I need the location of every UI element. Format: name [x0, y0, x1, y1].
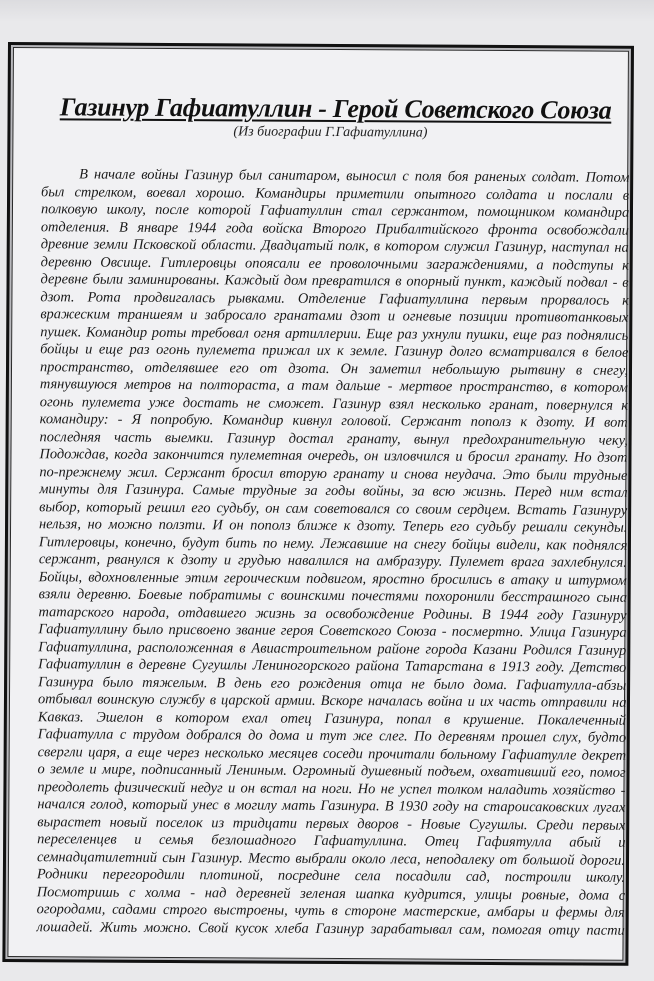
text-line: командиру: - Я попробую. Командир кивнул головой. Сержант пополз к дзоту. И вот	[39, 411, 628, 431]
text-line: взяли деревню. Боевые побратимы с воинскими почестями похоронили бесстрашного сына	[38, 586, 627, 606]
text-line: отбывал воинскую службу в царской армии. Вскоре началась война и их часть отправили на	[37, 691, 627, 711]
text-line: о земле и мире, подписанный Лениным. Огромный душевный подъем, охвативший его, помог	[37, 761, 626, 781]
text-line: нельзя, но можно ползти. И он пополз ближе к дзоту. Теперь его судьбу решали секунды.	[39, 516, 628, 536]
text-line: огородами, садами строго выстроены, чуть в стороне мастерские, амбары и фермы для	[36, 901, 625, 921]
document-frame	[2, 42, 634, 966]
text-line: последняя часть выемки. Газинур достал гранату, вынул предохранительную чеку,	[39, 428, 628, 449]
text-line: татарского народа, отдавшего жизнь за освобождение Родины. В 1944 году Газинуру	[38, 603, 627, 624]
text-line: Посмотришь с холма - над деревней зеленая шапка кудрится, улицы ровные, дома с	[36, 883, 626, 904]
text-line: Родники перегородили плотиной, посредине села посадили сад, построили школу.	[36, 866, 626, 886]
text-line: минуты для Газинура. Самые трудные за годы войны, за всю жизнь. Перед ним встал	[39, 481, 628, 501]
text-line: Гитлеровцы, конечно, будут бить по нему. Лежавшие на снегу бойцы видели, как поднялся	[38, 533, 628, 554]
text-line: Кавказ. Эшелон в котором ехал отец Газинура, попал в крушение. Покалеченный	[37, 708, 626, 729]
text-line: деревне были заминированы. Каждый дом превратился в опорный пункт, каждый подвал - в	[40, 271, 629, 291]
text-line: Гафиатулла с трудом добрался до дома и тут же слег. По деревням прошел слух, будто	[37, 726, 627, 746]
text-line: лошадей. Жить можно. Свой кусок хлеба Газинур зарабатывал сам, помогая отцу пасти	[36, 918, 625, 939]
text-line: Гафиатуллину было присвоено звание героя Советского Союза - посмертно. Улица Газинура	[38, 621, 627, 641]
text-line: Гафиатуллин в деревне Сугушлы Лениногорского района Татарстана в 1913 году. Детство	[38, 656, 627, 676]
text-line: Бойцы, вдохновленные этим героическим подвигом, яростно бросились в атаку и штурмом	[38, 568, 627, 589]
text-line: бойцы и еще раз огонь пулемета прижал их к земле. Газинур долго всматривался в белое	[40, 341, 629, 361]
text-line: Подождав, когда закончится пулеметная очередь, он изловчился и бросил гранату. Но дзот	[39, 446, 628, 466]
text-line: преодолеть физический недуг и он встал на ноги. Но не успел толком наладить хозяйство -	[37, 778, 626, 799]
text-line: сержант, рванулся к дзоту и грудью навалился на амбразуру. Пулемет врага захлебнулся.	[38, 551, 627, 571]
paper-background-shade	[0, 0, 654, 22]
text-line: Гафиатуллина, расположенная в Авиастроительном районе города Казани Родился Газинур	[38, 638, 627, 659]
text-line: начался голод, который унес в могилу мать Газинура. В 1930 году на староисаковских лугах	[37, 796, 626, 816]
text-line: вражеским траншеям и забросало гранатами дзот и огневые позиции противотанковых	[40, 306, 629, 326]
text-line: тянувшуюся метров на полтораста, а там дальше - мертвое пространство, в котором	[39, 376, 628, 396]
document-page	[7, 47, 629, 961]
text-line: семнадцатилетний сын Газинур. Место выбрали около леса, неподалеку от большой дороги.	[36, 848, 626, 869]
biography-text	[37, 166, 630, 940]
text-line: дзот. Рота продвигалась рывками. Отделение Гафиатуллина первым прорвалось к	[40, 288, 629, 309]
text-line: отделения. В январе 1944 года войска Второго Прибалтийского фронта освобождали	[40, 218, 629, 239]
text-line: пространство, отделявшее его от дзота. Он заметил небольшую рытвину в снегу,	[39, 358, 629, 379]
text-line: деревню Овсище. Гитлеровцы опоясали ее проволочными заграждениями, а подступы к	[40, 253, 629, 274]
text-line: древние земли Псковской области. Двадцатый полк, в котором служил Газинур, наступал на	[40, 236, 629, 256]
title-block	[13, 92, 627, 143]
text-line: по-прежнему жил. Сержант бросил вторую гранату и снова неудача. Это были трудные	[39, 463, 628, 484]
document-subtitle: (Из биографии Г.Гафиатуллина)	[233, 124, 428, 141]
text-line: выбор, который решил его судьбу, он сам советовался со своим сердцем. Встать Газинуру	[39, 498, 628, 519]
text-line: В начале войны Газинур был санитаром, выносил с поля боя раненых солдат. Потом	[79, 166, 630, 186]
text-line: огонь пулемета уже достать не сможет. Газинур взял несколько гранат, повернулся к	[39, 393, 629, 414]
text-line: свергли царя, а еще через несколько месяцев соседи прочитали больному Гафиатулле декрет	[37, 743, 627, 764]
text-line: переселенцев и семья безлошадного Гафиатуллина. Отец Гафиятулла абый и	[37, 831, 626, 851]
document-title: Газинур Гафиатуллин - Герой Советского Союза	[59, 92, 612, 125]
text-line: полковую школу, после которой Гафиатуллин стал сержантом, помощником командира	[40, 201, 630, 221]
text-line: пушек. Командир роты требовал огня артиллерии. Еще раз ухнули пушки, еще раз поднялись	[40, 323, 629, 344]
text-line: был стрелком, воевал хорошо. Командиры приметили опытного солдата и послали в	[41, 183, 630, 204]
text-line: Газинура было тяжелым. В день его рождения отца не было дома. Гафиатулла-абзы	[38, 673, 627, 694]
text-line: вырастет новый поселок из тридцати первых дворов - Новые Сугушлы. Среди первых	[37, 813, 626, 834]
